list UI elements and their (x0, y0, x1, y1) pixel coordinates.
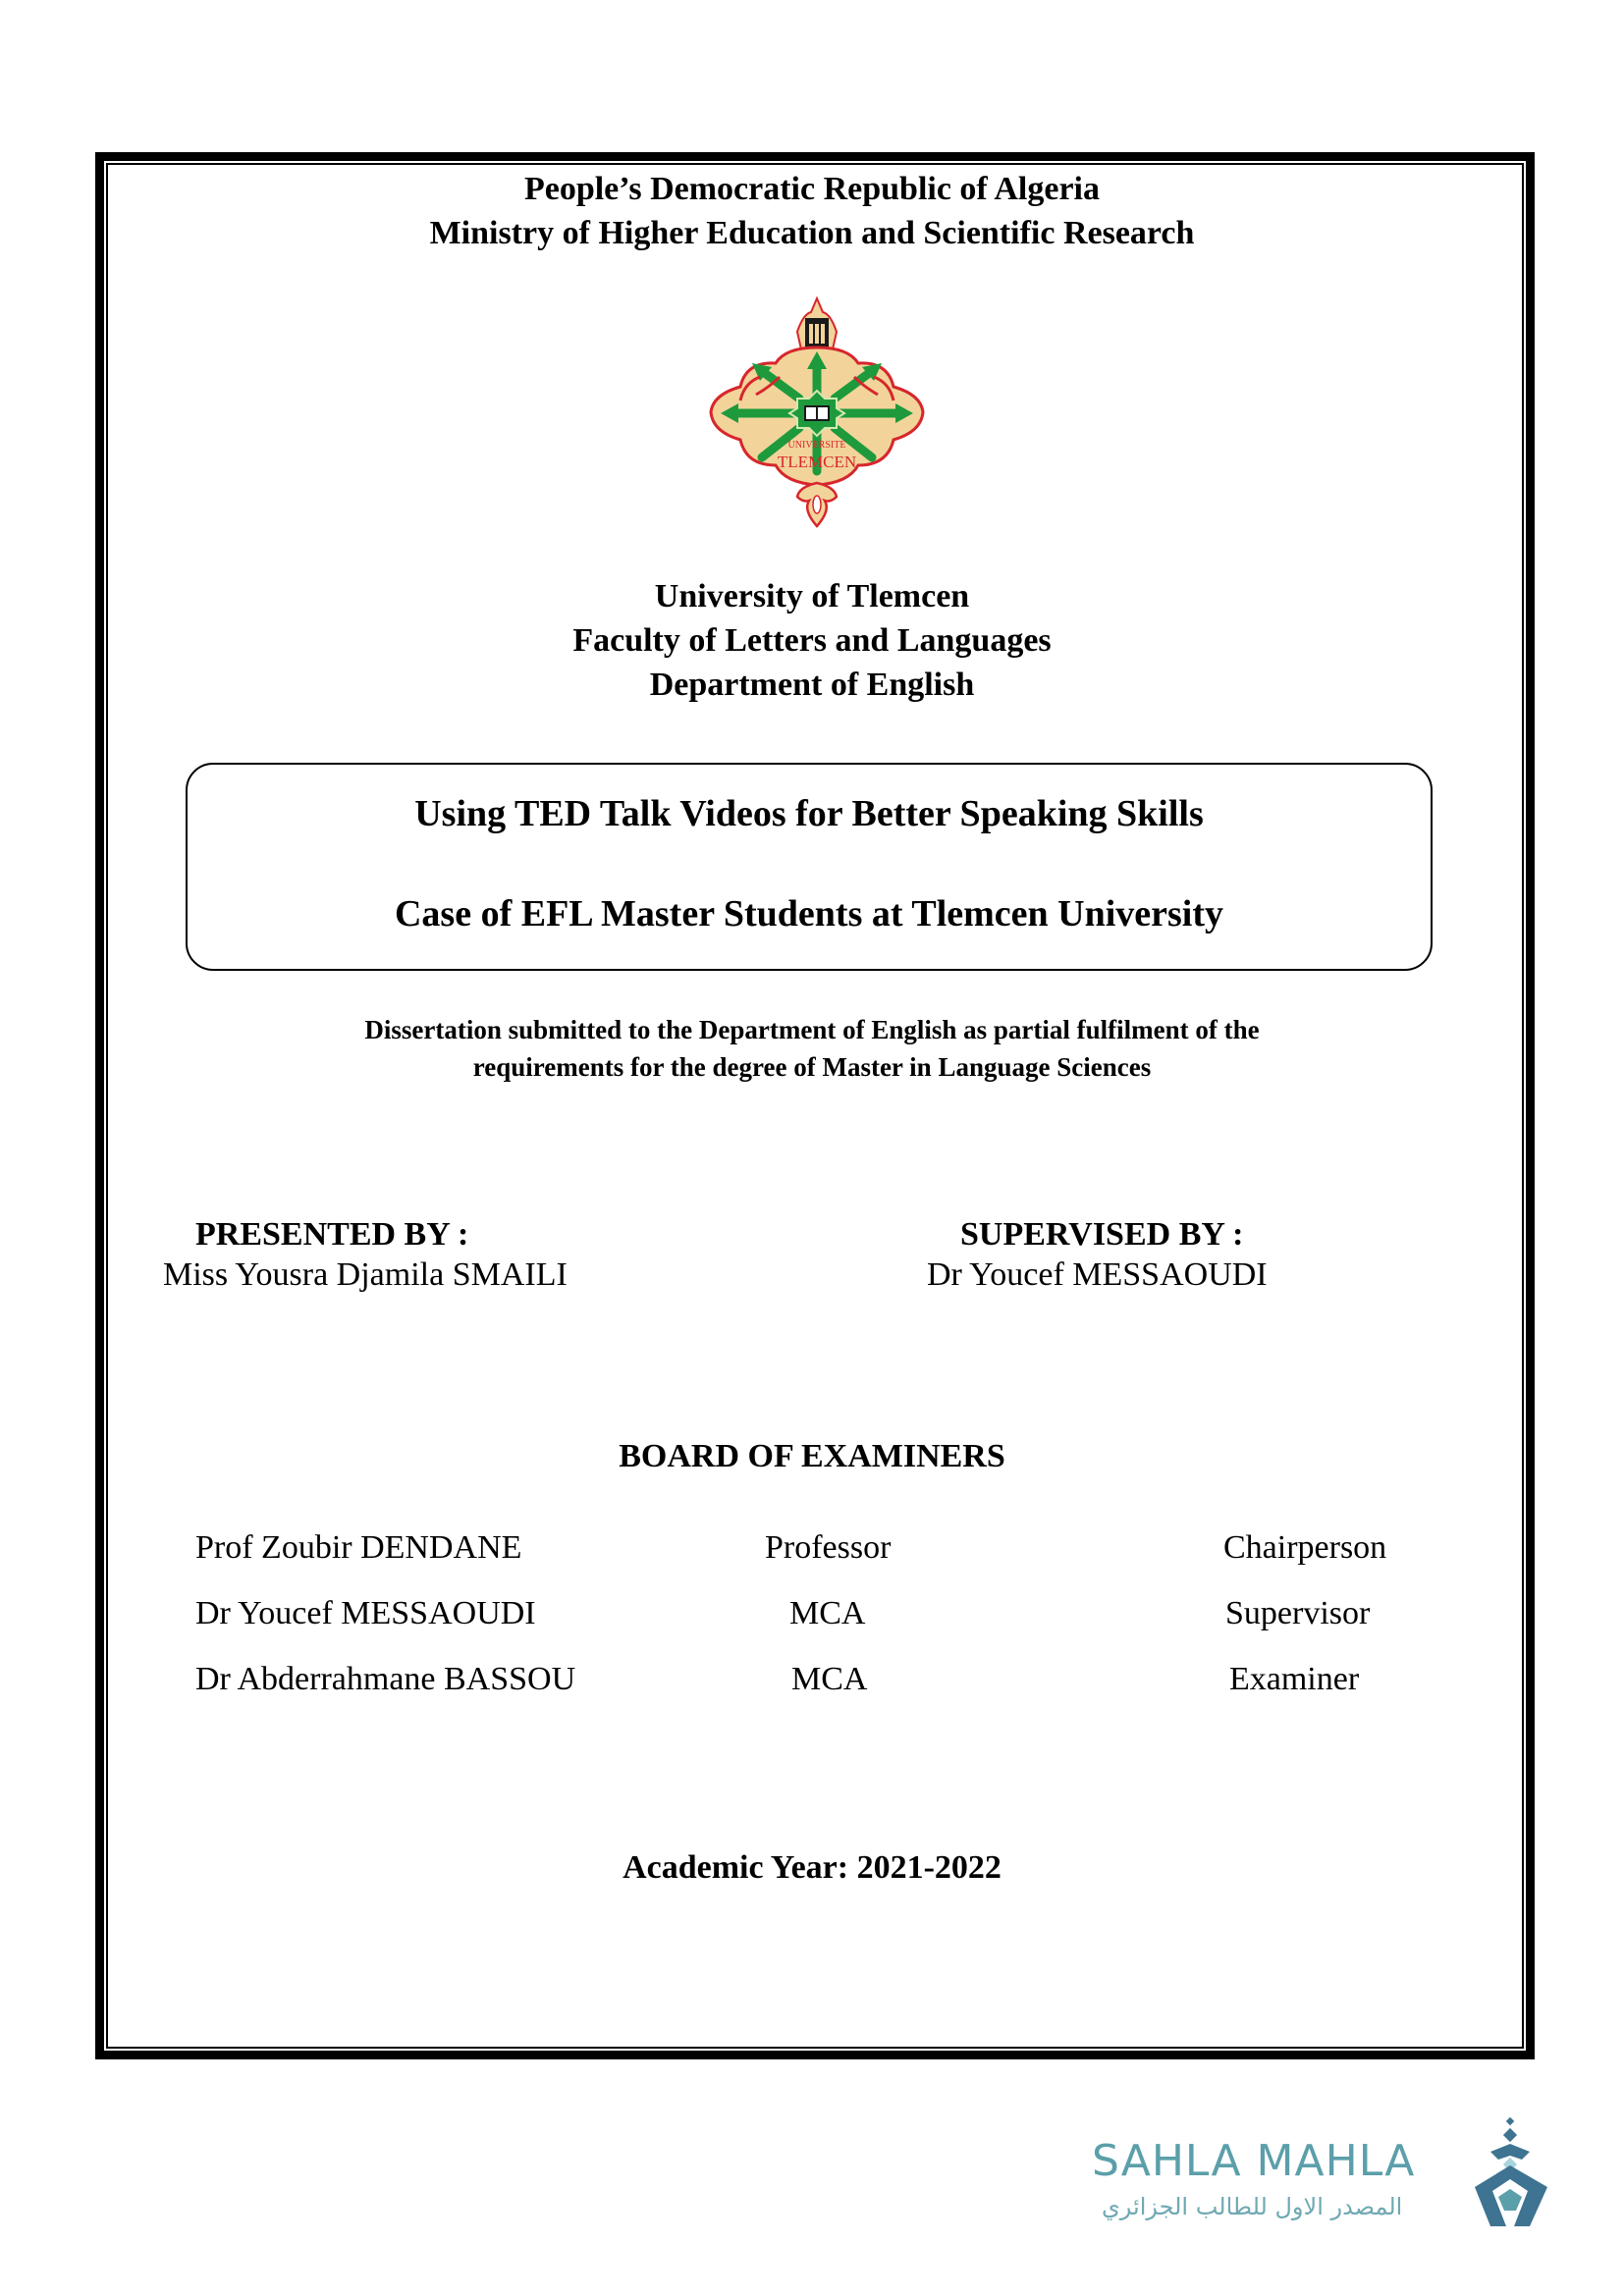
svg-text:UNIVERSITE: UNIVERSITE (787, 440, 846, 451)
country-name: People’s Democratic Republic of Algeria (523, 171, 1101, 207)
examiner-name: Prof Zoubir DENDANE (195, 1529, 522, 1566)
examiner-row (0, 1525, 1624, 1570)
watermark-tagline: المصدر الاول للطالب الجزائري (1102, 2193, 1403, 2220)
department-name: Department of English (649, 667, 975, 703)
examiner-row (0, 1657, 1624, 1701)
dissertation-subtitle: Case of EFL Master Students at Tlemcen University (394, 893, 1224, 934)
ministry-name: Ministry of Higher Education and Scientific Research (429, 215, 1195, 251)
supervised-by-label: SUPERVISED BY : (960, 1216, 1244, 1253)
svg-text:TLEMCEN: TLEMCEN (777, 453, 857, 471)
submission-statement (0, 1011, 1624, 1086)
government-header (0, 167, 1624, 255)
board-of-examiners-title: BOARD OF EXAMINERS (619, 1438, 1005, 1474)
academic-year: Academic Year: 2021-2022 (623, 1849, 1001, 1886)
university-emblem-icon (701, 293, 933, 528)
examiner-role: Supervisor (1225, 1595, 1371, 1631)
examiner-role: Chairperson (1223, 1529, 1387, 1566)
student-name: Miss Yousra Djamila SMAILI (163, 1256, 568, 1293)
university-name: University of Tlemcen (654, 578, 970, 614)
watermark-brand: SAHLA MAHLA (1092, 2136, 1416, 2186)
presented-by-label: PRESENTED BY : (195, 1216, 469, 1253)
sahla-mahla-logo-icon (1471, 2116, 1551, 2232)
institution-block (0, 574, 1624, 707)
examiner-role: Examiner (1229, 1661, 1360, 1697)
examiner-row (0, 1591, 1624, 1635)
examiner-name: Dr Abderrahmane BASSOU (195, 1661, 576, 1697)
examiner-rank: MCA (789, 1595, 866, 1631)
examiner-rank: MCA (791, 1661, 868, 1697)
supervisor-name: Dr Youcef MESSAOUDI (927, 1256, 1268, 1293)
examiner-name: Dr Youcef MESSAOUDI (195, 1595, 536, 1631)
sahla-mahla-watermark (1080, 2110, 1551, 2233)
submission-line-1: Dissertation submitted to the Department of English as partial fulfilment of the (364, 1015, 1260, 1044)
title-box (186, 763, 1433, 971)
submission-line-2: requirements for the degree of Master in Language Sciences (472, 1052, 1152, 1082)
faculty-name: Faculty of Letters and Languages (572, 622, 1052, 659)
examiner-rank: Professor (765, 1529, 892, 1566)
dissertation-title: Using TED Talk Videos for Better Speaking Skills (414, 793, 1204, 834)
